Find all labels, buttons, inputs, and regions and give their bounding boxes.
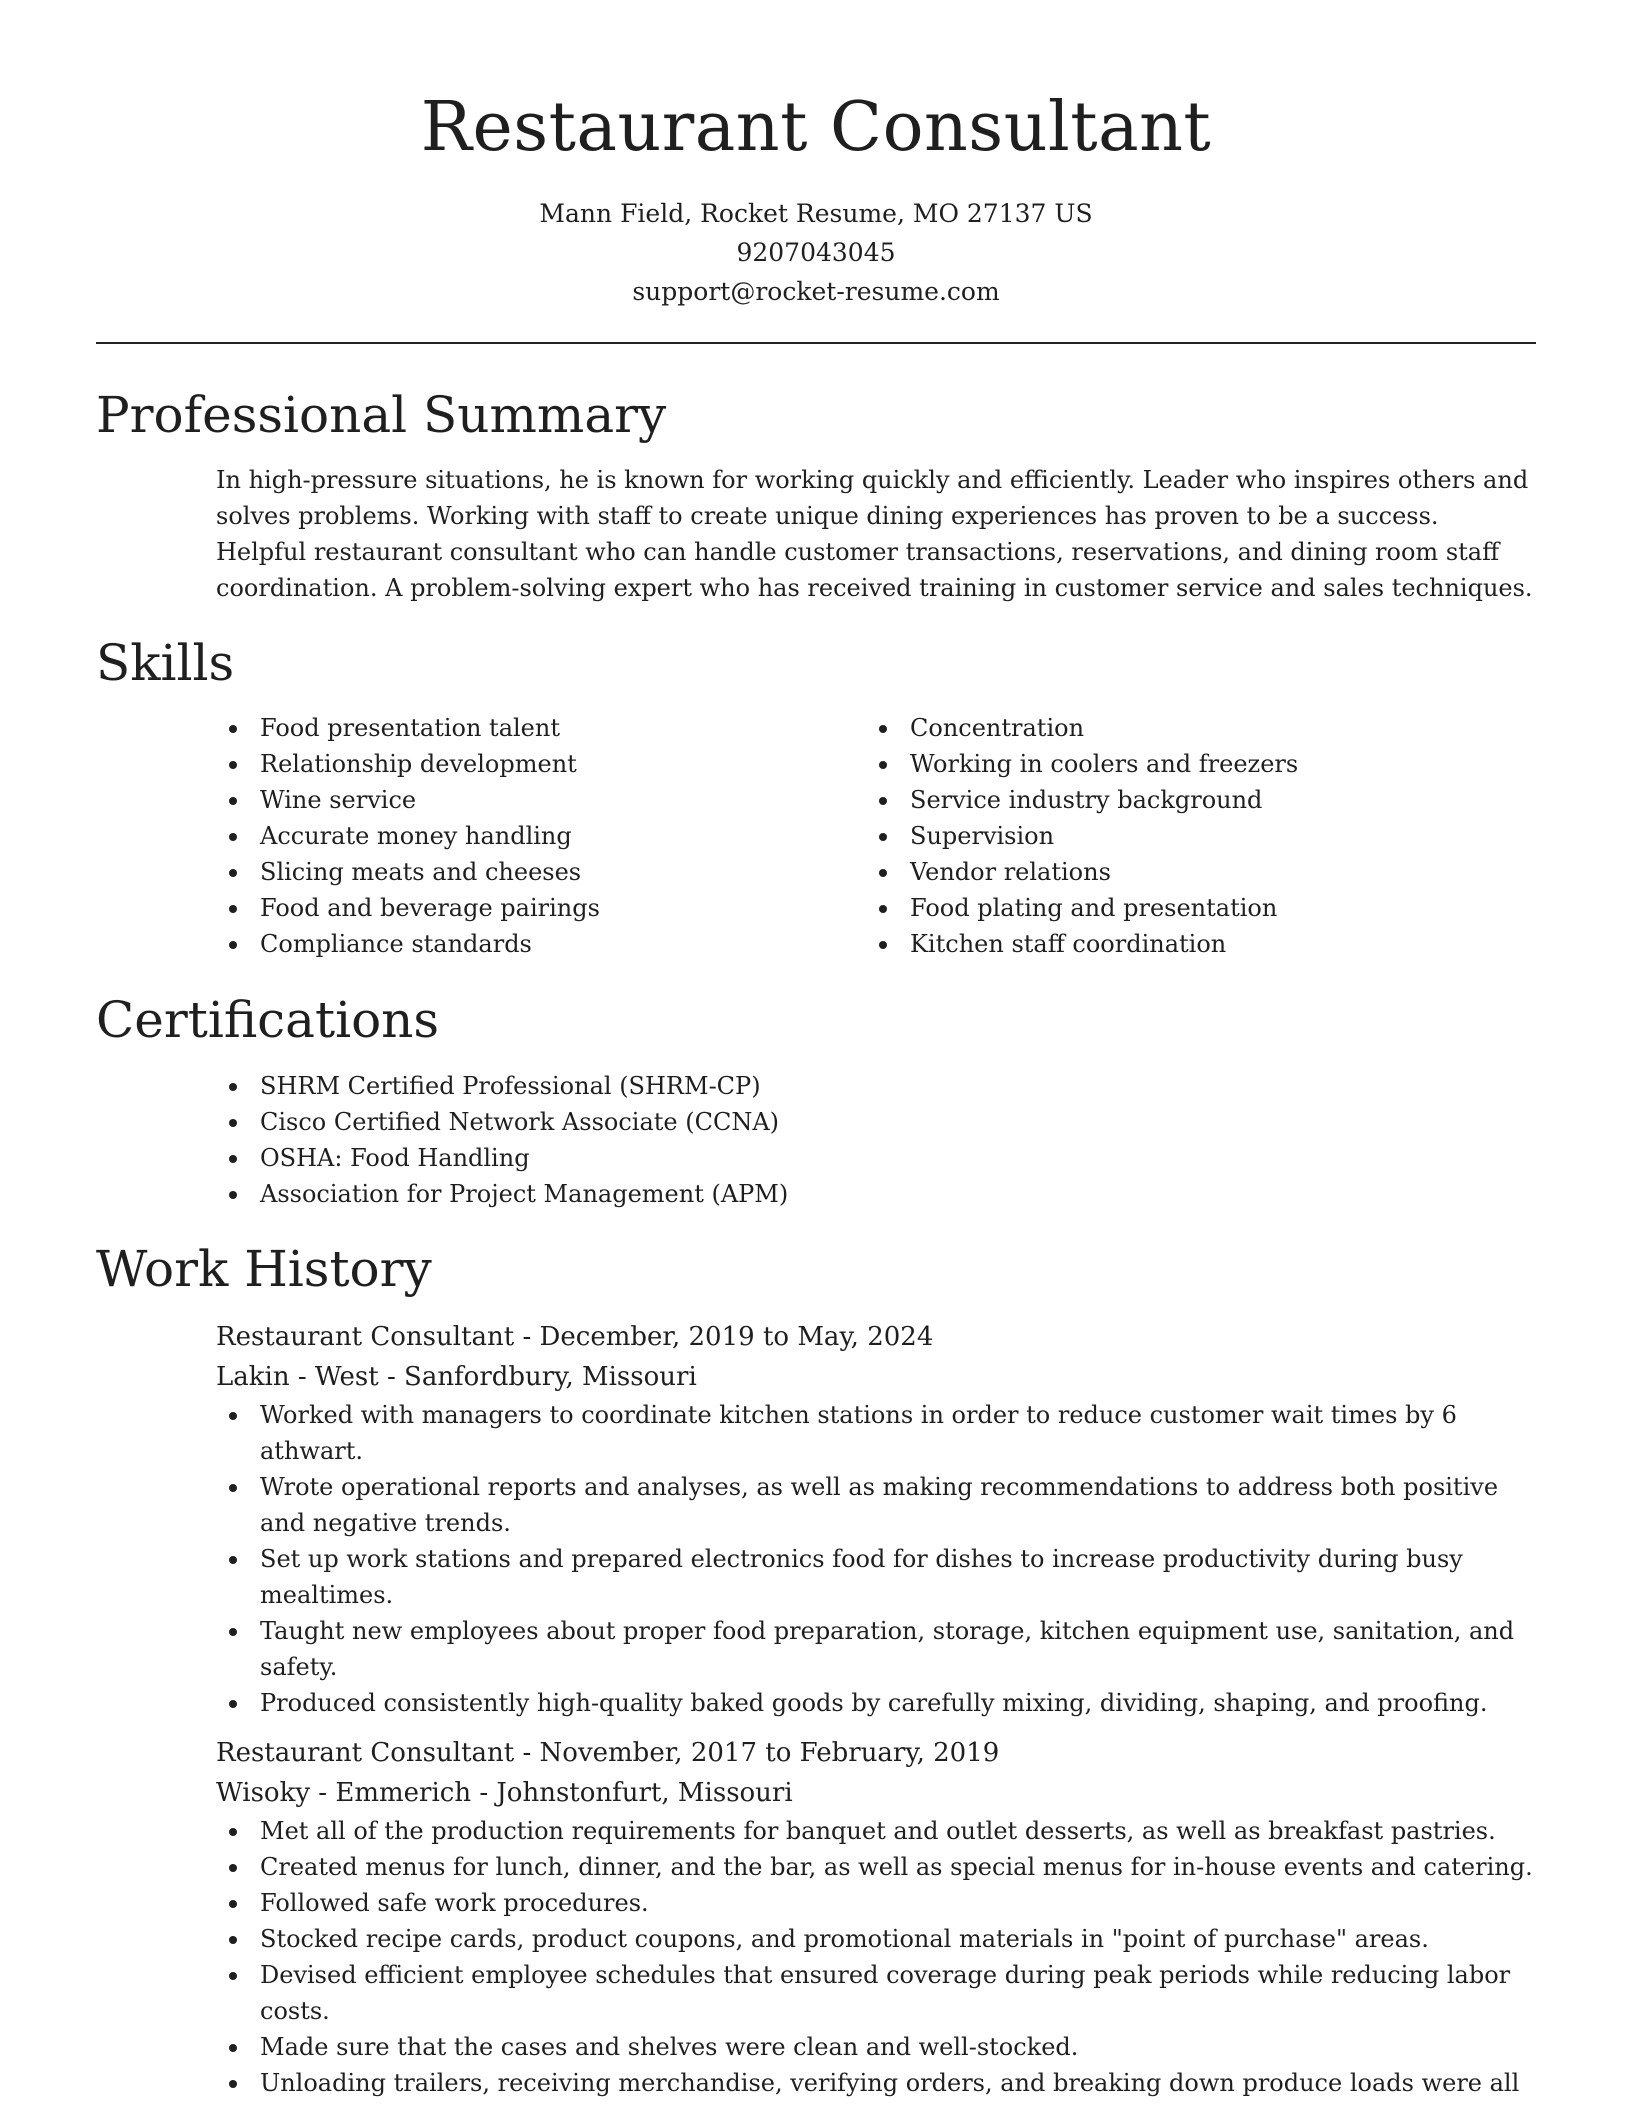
job-bullets (216, 1813, 1536, 2101)
contact-address: Mann Field, Rocket Resume, MO 27137 US (539, 199, 1093, 228)
job-entry (216, 1733, 1536, 2101)
job-dates: - December, 2019 to May, 2024 (514, 1322, 934, 1352)
candidate-title: Restaurant Consultant (420, 88, 1212, 167)
list-item: SHRM Certified Professional (SHRM-CP) (216, 1068, 1216, 1104)
list-item: Kitchen staff coordination (866, 926, 1506, 962)
job-dates: - November, 2017 to February, 2019 (514, 1738, 1000, 1768)
job-title: Restaurant Consultant (216, 1322, 515, 1352)
list-item: Wrote operational reports and analyses, as well as making recommendations to address both positive and negative trends. (216, 1469, 1536, 1541)
list-item: Supervision (866, 818, 1506, 854)
list-item: Working in coolers and freezers (866, 746, 1506, 782)
list-item: Slicing meats and cheeses (216, 854, 816, 890)
header-divider (96, 342, 1536, 344)
list-item: Unloading trailers, receiving merchandise, verifying orders, and breaking down produce loads were all (216, 2065, 1536, 2101)
job-company-line (216, 1773, 1536, 1813)
list-item: Set up work stations and prepared electronics food for dishes to increase productivity during busy mealtimes. (216, 1541, 1536, 1613)
job-title-line (216, 1317, 1536, 1357)
job-company: Wisoky - Emmerich (216, 1778, 472, 1808)
list-item: Cisco Certified Network Associate (CCNA) (216, 1104, 1216, 1140)
list-item: Relationship development (216, 746, 816, 782)
skills-list-right (866, 710, 1506, 962)
job-location: - Sanfordbury, Missouri (378, 1362, 697, 1392)
summary-heading: Professional Summary (96, 386, 667, 444)
list-item: Worked with managers to coordinate kitchen stations in order to reduce customer wait times by 6 athwart. (216, 1397, 1536, 1469)
list-item: Food and beverage pairings (216, 890, 816, 926)
list-item: OSHA: Food Handling (216, 1140, 1216, 1176)
summary-text: In high-pressure situations, he is known for working quickly and efficiently. Leader who inspires others and solves problems. Working with staff to create unique dining experiences has proven to be a success. Helpful restaurant consultant who can handle customer transactions, reservations, and dining room staff coordination. A problem-solving expert who has received training in customer service and sales techniques. (216, 466, 1533, 602)
job-company: Lakin - West (216, 1362, 379, 1392)
job-company-line (216, 1357, 1536, 1397)
list-item: Produced consistently high-quality baked goods by carefully mixing, dividing, shaping, and proofing. (216, 1685, 1536, 1721)
job-bullets (216, 1397, 1536, 1721)
list-item: Concentration (866, 710, 1506, 746)
work-history-heading: Work History (96, 1240, 432, 1298)
job-entry (216, 1317, 1536, 1721)
skills-heading: Skills (96, 634, 235, 692)
list-item: Made sure that the cases and shelves were clean and well-stocked. (216, 2029, 1536, 2065)
list-item: Compliance standards (216, 926, 816, 962)
list-item: Created menus for lunch, dinner, and the bar, as well as special menus for in-house events and catering. (216, 1849, 1536, 1885)
certifications-heading: Certifications (96, 991, 440, 1049)
job-title: Restaurant Consultant (216, 1738, 515, 1768)
contact-phone: 9207043045 (736, 238, 896, 267)
job-title-line (216, 1733, 1536, 1773)
list-item: Wine service (216, 782, 816, 818)
list-item: Accurate money handling (216, 818, 816, 854)
list-item: Vendor relations (866, 854, 1506, 890)
contact-block (0, 194, 1632, 311)
job-location: - Johnstonfurt, Missouri (471, 1778, 793, 1808)
resume-header (0, 0, 1632, 311)
list-item: Taught new employees about proper food preparation, storage, kitchen equipment use, sanitation, and safety. (216, 1613, 1536, 1685)
certifications-list (216, 1068, 1216, 1212)
list-item: Food plating and presentation (866, 890, 1506, 926)
list-item: Food presentation talent (216, 710, 816, 746)
list-item: Stocked recipe cards, product coupons, and promotional materials in "point of purchase" areas. (216, 1921, 1536, 1957)
list-item: Service industry background (866, 782, 1506, 818)
list-item: Followed safe work procedures. (216, 1885, 1536, 1921)
list-item: Devised efficient employee schedules that ensured coverage during peak periods while reducing labor costs. (216, 1957, 1536, 2029)
list-item: Association for Project Management (APM) (216, 1176, 1216, 1212)
list-item: Met all of the production requirements for banquet and outlet desserts, as well as breakfast pastries. (216, 1813, 1536, 1849)
skills-list-left (216, 710, 816, 962)
contact-email: support@rocket-resume.com (632, 277, 1000, 306)
